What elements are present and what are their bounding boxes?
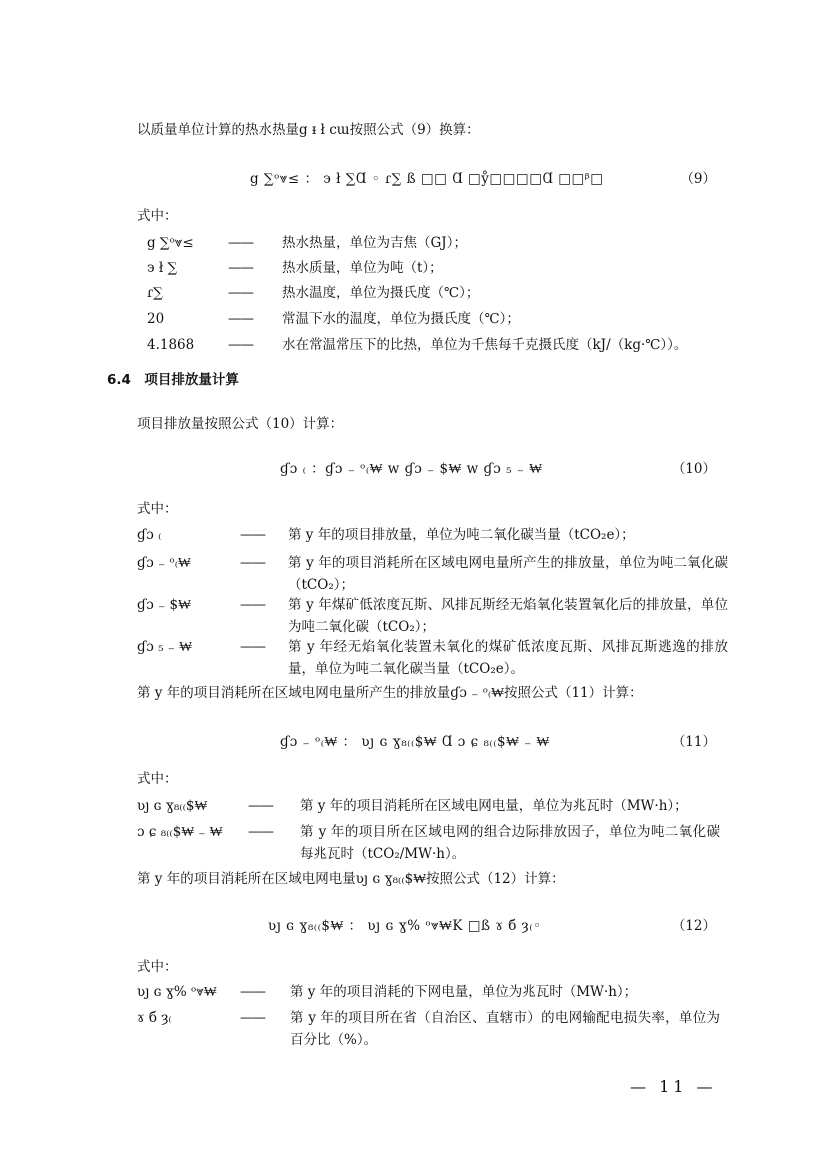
def-description: 第 y 年经无焰氧化装置未氧化的煤矿低浓度瓦斯、风排瓦斯逃逸的排放量，单位为吨二氧化碳当量（tCO₂e）。	[288, 639, 728, 677]
def-dash: ——	[248, 798, 273, 814]
def-symbol: ʋȷ ɢ ɣ% ᵒ⩔₩	[137, 984, 217, 1000]
def-description: 第 y 年的项目排放量，单位为吨二氧化碳当量（tCO₂e）；	[288, 527, 635, 543]
def-symbol: ϶ ł ∑	[147, 260, 178, 276]
def-dash: ——	[228, 337, 253, 353]
intro-grid-emission: 第 y 年的项目消耗所在区域电网电量所产生的排放量ɠɔ ₋ ᵒ₍₩按照公式（11）计算：	[137, 685, 643, 701]
def-symbol: ɠɔ ₅ ₋ ₩	[137, 639, 192, 655]
def-dash: ——	[228, 260, 253, 276]
def-dash: ——	[228, 285, 253, 301]
where-label-4: 式中：	[137, 959, 178, 975]
def-dash: ——	[240, 555, 265, 571]
def-description: 第 y 年的项目消耗的下网电量，单位为兆瓦时（MW·h）；	[290, 984, 638, 1000]
formula-10: ɠɔ ₍ ：ɠɔ ₋ ᵒ₍₩ w ɠɔ ₋ $₩ w ɠɔ ₅ ₋ ₩	[280, 461, 543, 477]
def-dash: ——	[240, 597, 265, 613]
section-heading: 6.4 项目排放量计算	[107, 372, 239, 388]
def-symbol: ɠɔ ₋ ᵒ₍₩	[137, 555, 191, 571]
def-dash: ——	[240, 639, 265, 655]
def-description: 第 y 年煤矿低浓度瓦斯、风排瓦斯经无焰氧化装置氧化后的排放量，单位为吨二氧化碳（tCO₂）；	[288, 597, 728, 635]
where-label-3: 式中：	[137, 771, 178, 787]
def-symbol: 4.1868	[147, 337, 195, 353]
intro-grid-power: 第 y 年的项目消耗所在区域电网电量ʋȷ ɢ ɣ₈₍₍$₩按照公式（12）计算：	[137, 871, 565, 887]
def-description: 第 y 年的项目消耗所在区域电网电量，单位为兆瓦时（MW·h）；	[300, 798, 688, 814]
intro-emission: 项目排放量按照公式（10）计算：	[137, 416, 344, 432]
def-description: 热水热量，单位为吉焦（GJ）；	[282, 235, 467, 251]
def-symbol: ɠɔ ₍	[137, 527, 162, 543]
def-description: 常温下水的温度，单位为摄氏度（℃）；	[282, 311, 520, 327]
equation-number-9: （9）	[680, 171, 716, 187]
def-dash: ——	[240, 984, 265, 1000]
where-label-1: 式中：	[137, 208, 178, 224]
def-description: 热水质量，单位为吨（t）；	[282, 260, 443, 276]
def-description: 第 y 年的项目所在省（自治区、直辖市）的电网输配电损失率，单位为百分比（%）。	[290, 1010, 720, 1048]
page-number: — 11 —	[630, 1077, 717, 1096]
def-symbol: g ∑ᵒ⩔≤	[147, 235, 194, 251]
def-description: 热水温度，单位为摄氏度（℃）；	[282, 285, 480, 301]
def-dash: ——	[228, 235, 253, 251]
def-symbol: ɾ∑	[147, 285, 163, 301]
def-dash: ——	[240, 1010, 265, 1026]
def-dash: ——	[240, 527, 265, 543]
def-dash: ——	[228, 311, 253, 327]
def-symbol: ɠɔ ₋ $₩	[137, 597, 191, 613]
intro-hot-water: 以质量单位计算的热水热量g ᵻ ł cɯ按照公式（9）换算：	[137, 122, 480, 138]
def-description: 水在常温常压下的比热，单位为千焦每千克摄氏度（kJ/（kg·℃））。	[282, 337, 688, 353]
equation-number-11: （11）	[671, 734, 716, 750]
formula-11: ɠɔ ₋ ᵒ₍₩ ： ʋȷ ɢ ɣ₈₍₍$₩ Ɑ ɔ ɕ ₈₍₍$₩ ₋ ₩	[280, 734, 550, 750]
equation-number-10: （10）	[671, 461, 716, 477]
def-description: 第 y 年的项目消耗所在区域电网电量所产生的排放量，单位为吨二氧化碳（tCO₂）；	[288, 555, 728, 593]
formula-9: g ∑ᵒ⩔≤ ： ϶ ł ∑Ɑ ◦ ɾ∑ ß □□ Ɑ □ẙ□□□□Ɑ □□ᵝ□	[250, 171, 604, 187]
def-symbol: ɤ б ȝ₍	[137, 1010, 172, 1026]
def-dash: ——	[248, 824, 273, 840]
formula-12: ʋȷ ɢ ɣ₈₍₍$₩ ： ʋȷ ɢ ɣ% ᵒ⩔₩K □ß ɤ б ȝ₍◦	[268, 918, 542, 934]
equation-number-12: （12）	[671, 918, 716, 934]
where-label-2: 式中：	[137, 501, 178, 517]
def-description: 第 y 年的项目所在区域电网的组合边际排放因子，单位为吨二氧化碳每兆瓦时（tCO₂/MW·h）。	[300, 824, 720, 862]
def-symbol: ɔ ɕ ₈₍₍$₩ ₋ ₩	[137, 824, 223, 840]
def-symbol: ʋȷ ɢ ɣ₈₍₍$₩	[137, 798, 208, 814]
def-symbol: 20	[147, 311, 165, 327]
